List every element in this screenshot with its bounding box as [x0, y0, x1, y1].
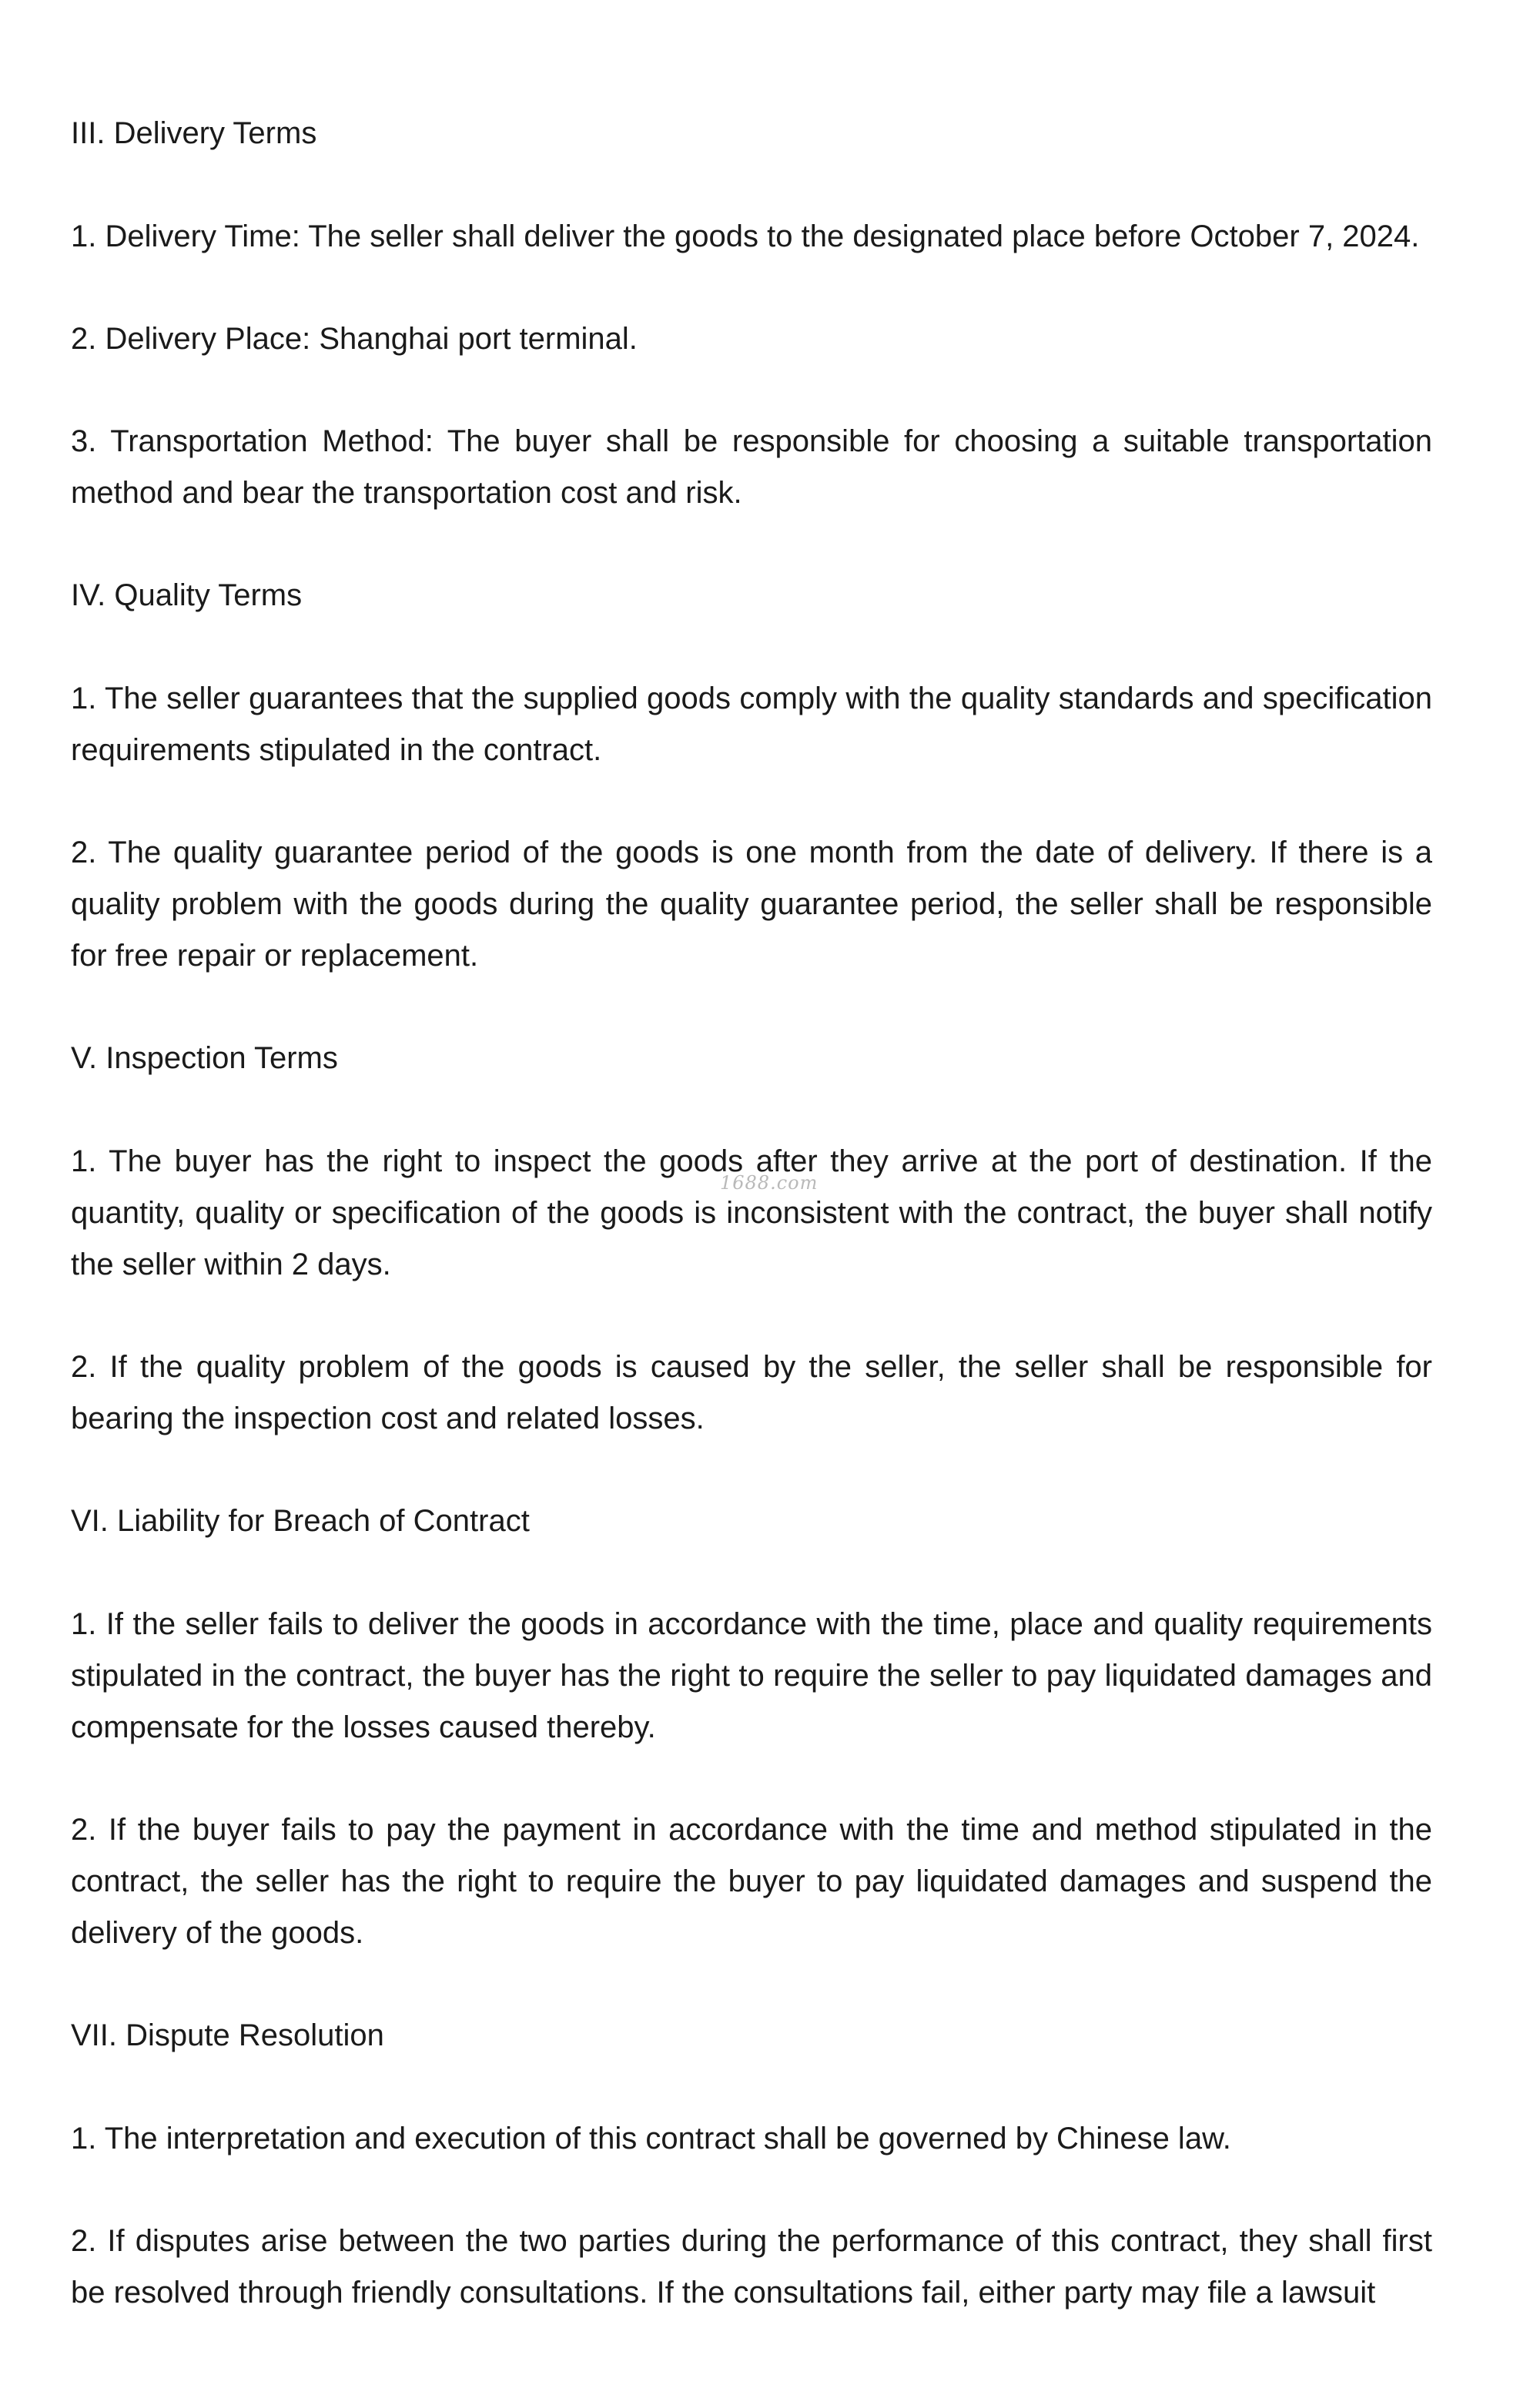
contract-page	[71, 108, 1432, 2319]
clause-paragraph: 2. The quality guarantee period of the goods is one month from the date of delivery. If there is a quality problem with the goods during the quality guarantee period, the seller shall be responsible for free repair or replacement.	[71, 836, 1432, 973]
section-heading: V. Inspection Terms	[71, 1041, 338, 1075]
section-heading: IV. Quality Terms	[71, 578, 303, 612]
clause-paragraph: 2. Delivery Place: Shanghai port terminal.	[71, 322, 638, 356]
clause-paragraph: 1. The seller guarantees that the supplied goods comply with the quality standards and specification requirements stipulated in the contract.	[71, 682, 1432, 767]
watermark-text: 1688.com	[720, 1172, 819, 1194]
clause-paragraph: 1. The buyer has the right to inspect the goods after they arrive at the port of destination. If the quantity, quality or specification of the goods is inconsistent with the contract, the buyer shall notify the seller within 2 days.	[71, 1144, 1432, 1281]
clause-paragraph: 1. Delivery Time: The seller shall deliver the goods to the designated place before October 7, 2024.	[71, 219, 1420, 253]
section-delivery-terms	[71, 108, 1432, 519]
section-dispute-resolution	[71, 2010, 1432, 2319]
section-liability-breach	[71, 1496, 1432, 1959]
clause-paragraph: 3. Transportation Method: The buyer shall be responsible for choosing a suitable transportation method and bear the transportation cost and risk.	[71, 424, 1432, 510]
section-heading: VI. Liability for Breach of Contract	[71, 1504, 530, 1538]
section-quality-terms	[71, 570, 1432, 982]
clause-paragraph: 2. If disputes arise between the two parties during the performance of this contract, they shall first be resolved through friendly consultations. If the consultations fail, either party may file a lawsuit	[71, 2224, 1432, 2310]
clause-paragraph: 1. If the seller fails to deliver the goods in accordance with the time, place and quality requirements stipulated in the contract, the buyer has the right to require the seller to pay liquidated damages and compensate for the losses caused thereby.	[71, 1607, 1432, 1744]
section-heading: VII. Dispute Resolution	[71, 2018, 384, 2052]
section-inspection-terms	[71, 1033, 1432, 1445]
clause-paragraph: 1. The interpretation and execution of this contract shall be governed by Chinese law.	[71, 2122, 1231, 2156]
section-heading: III. Delivery Terms	[71, 116, 317, 150]
clause-paragraph: 2. If the quality problem of the goods is caused by the seller, the seller shall be responsible for bearing the inspection cost and related losses.	[71, 1350, 1432, 1435]
clause-paragraph: 2. If the buyer fails to pay the payment in accordance with the time and method stipulated in the contract, the seller has the right to require the buyer to pay liquidated damages and suspend the delivery of the goods.	[71, 1813, 1432, 1950]
